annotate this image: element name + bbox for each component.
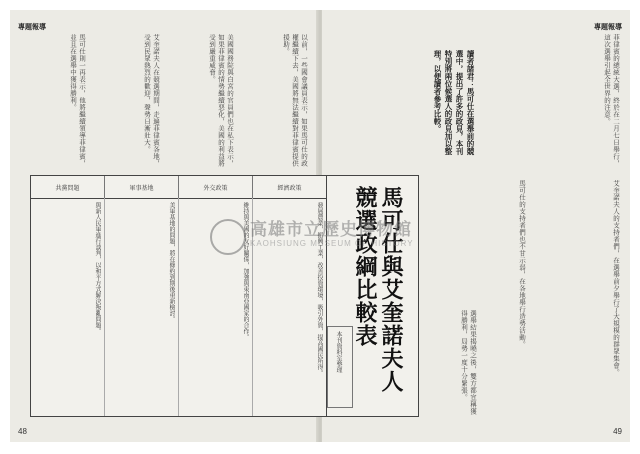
- comparison-col-head-4: 經濟政策: [252, 176, 326, 198]
- comparison-cell-text: 維持與美國的友好關係，加強與東南亞國家的合作。: [242, 202, 249, 340]
- right-body-column-2: 艾奎諾夫人的支持者們，在選舉前夕舉行了大規模的群眾集會。: [612, 180, 620, 376]
- left-body-column-2: 美國國務院與白宮的官員們也在私下表示，如果菲律賓的情勢繼續惡化，美國的利益將受到嚴重威脅。: [208, 34, 234, 167]
- left-body-column-1: 以前，一些國會議員表示，如果馬可仕的政權繼續下去，美國將無法繼續對菲律賓提供援助。: [282, 34, 308, 167]
- comparison-cell-text: 發展農業，振興工業，改善投資環境，吸引外資，提高國民所得。: [316, 202, 323, 376]
- main-title-line-2: 競選政綱比較表: [352, 186, 377, 347]
- right-page-number: 49: [613, 427, 622, 436]
- byline-box: [327, 326, 353, 408]
- intro-text: 讀者諸君：馬可仕在選舉前的競選中，提出了許多的政見，本刊特別將兩位候選人的政見加以整理，以便讀者參考比較。: [433, 50, 475, 155]
- comparison-col-body-3: [178, 198, 252, 416]
- right-body-column-4: 選舉結果揭曉之後，雙方都宣稱獲得勝利，局勢一度十分緊張。: [460, 310, 477, 415]
- comparison-col-body-1: [31, 198, 104, 416]
- right-body-column-3: 馬可仕的支持者們也不甘示弱，在各地舉行造勢活動。: [518, 180, 526, 348]
- right-page: [322, 10, 630, 442]
- magazine-spread: [10, 10, 630, 442]
- left-body-column-3: 艾奎諾夫人在競選期間，走遍菲律賓各地，受到民眾熱烈的歡迎，聲勢日漸壯大。: [143, 34, 160, 167]
- right-column-header: 專題報導: [594, 22, 622, 31]
- left-page-number: 48: [18, 427, 27, 436]
- comparison-cell-text: 與新人民軍進行談判，以和平方式解決叛亂問題。: [94, 202, 101, 334]
- byline: 本刊資料室整理: [335, 331, 342, 373]
- comparison-table: [30, 175, 327, 417]
- intro-box: [432, 50, 582, 160]
- left-body-column-4: 馬可仕則一再表示，他將繼續領導菲律賓，並且在選舉中獲得勝利。: [69, 34, 86, 167]
- watermark-english: KAOHSIUNG MUSEUM OF HISTORY: [250, 239, 414, 248]
- comparison-col-body-4: [252, 198, 326, 416]
- main-title: [351, 186, 403, 393]
- comparison-table-body: [31, 198, 326, 416]
- comparison-table-header: [31, 176, 326, 199]
- comparison-col-head-3: 外交政策: [178, 176, 252, 198]
- comparison-cell-text: 美軍基地的問題，將在條約到期後重新檢討。: [168, 202, 175, 322]
- comparison-col-head-1: 共黨問題: [55, 184, 80, 192]
- comparison-col-head-2: 軍事基地: [104, 176, 178, 198]
- comparison-col-body-2: [104, 198, 178, 416]
- title-box: [322, 175, 419, 417]
- left-column-header: 專題報導: [18, 22, 46, 31]
- right-body-column-1: 菲律賓的總統大選，終於在二月七日舉行，這次選舉引起全世界的注意。: [603, 34, 620, 167]
- main-title-line-1: 馬可仕與艾奎諾夫人: [378, 186, 403, 393]
- watermark-chinese: 高雄市立歷史博物館: [250, 220, 412, 240]
